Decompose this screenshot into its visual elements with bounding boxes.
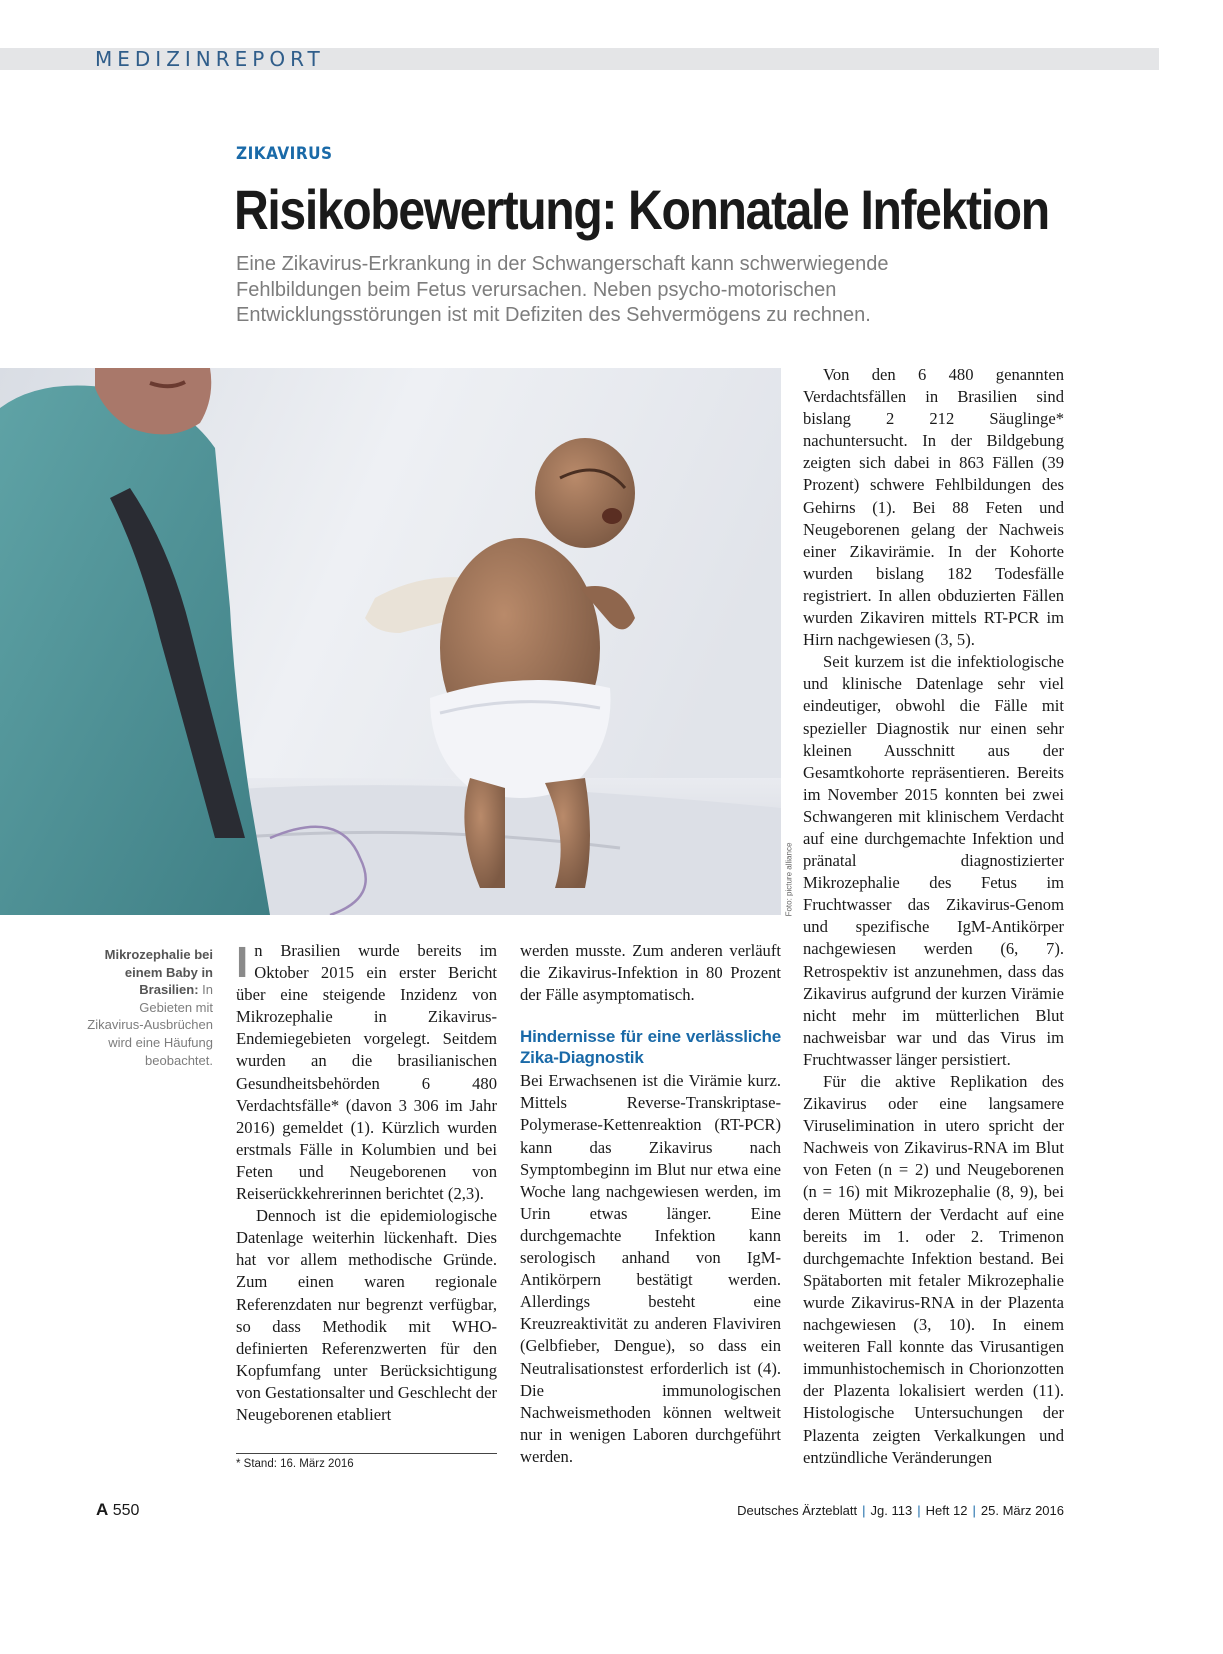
- separator: |: [972, 1503, 976, 1518]
- photo-credit-text: Foto: picture alliance: [784, 842, 794, 917]
- article-column-2: [520, 940, 781, 1468]
- article-title: Risikobewertung: Konnatale Infektion: [234, 178, 1049, 241]
- paragraph: Für die aktive Replikation des Zikavirus oder eine langsamere Viruselimination in utero spricht der Nachweis von Zikavirus-RNA im Blut von Feten (n = 2) und Neugeborenen (n = 16) mit Mikrozephalie (8, 9), bei deren Müttern der Verdacht auf eine bereits im 1. oder 2. Trimenon durchgemachte Infektion bestand. Bei Spätaborten mit fetaler Mikrozephalie wurde Zikavirus-RNA in der Plazenta nachgewiesen (3, 10). In einem weiteren Fall konnte das Virusantigen immunhistochemisch in Chorionzotten der Plazenta lokalisiert werden (11). Histologische Untersuchungen der Plazenta zeigten Verkalkungen und entzündliche Veränderungen: [803, 1072, 1064, 1467]
- paragraph: Von den 6 480 genannten Verdachtsfällen in Brasilien sind bislang 2 212 Säuglinge* nachuntersucht. In der Bildgebung zeigten sich dabei in 863 Fällen (39 Prozent) schwere Fehlbildungen des Gehirns (1). Bei 88 Feten und Neugeborenen gelang der Nachweis einer Zikavirämie. In der Kohorte wurden bislang 182 Todesfälle registriert. In allen obduzierten Fällen wurden Zikaviren mittels RT-PCR im Hirn nachgewiesen (3, 5).: [803, 365, 1064, 650]
- footnote-rule: [236, 1453, 497, 1454]
- paragraph: Bei Erwachsenen ist die Virämie kurz. Mittels Reverse-Transkriptase-Polymerase-Kettenreaktion (RT-PCR) kann das Zikavirus nach Symptombeginn im Blut nur etwa eine Woche lang nachgewiesen werden, im Urin etwas länger. Eine durchgemachte Infektion kann serologisch anhand von IgM-Antikörpern bestätigt werden. Allerdings besteht eine Kreuzreaktivität zu anderen Flaviviren (Gelbfieber, Dengue), so dass ein Neutralisationstest erforderlich ist (4). Die immunologischen Nachweismethoden können weltweit nur in wenigen Laboren durchgeführt werden.: [520, 1071, 781, 1466]
- journal-volume: Jg. 113: [870, 1503, 913, 1518]
- photo-caption: [86, 946, 213, 1069]
- subheading: Hindernisse für eine verlässliche Zika-Diagnostik: [520, 1027, 781, 1068]
- section-label: MEDIZINREPORT: [95, 47, 325, 71]
- page-number-value: 550: [112, 1502, 140, 1519]
- photo-credit: [780, 842, 794, 917]
- paragraph: werden musste. Zum anderen verläuft die Zikavirus-Infektion in 80 Prozent der Fälle asymptomatisch.: [520, 941, 781, 1005]
- page-prefix: A: [96, 1500, 109, 1519]
- journal-date: 25. März 2016: [980, 1503, 1064, 1518]
- article-kicker: ZIKAVIRUS: [236, 144, 333, 164]
- drop-cap: I: [236, 938, 249, 987]
- caption-text: In Gebieten mit Zikavirus-Ausbrüchen wird eine Häufung beobachtet.: [87, 982, 213, 1068]
- journal-name: Deutsches Ärzteblatt: [737, 1503, 858, 1518]
- paragraph: Seit kurzem ist die infektiologische und klinische Datenlage sehr viel eindeutiger, obwohl die Fälle mit spezieller Diagnostik nur einen sehr kleinen Ausschnitt aus der Gesamtkohorte repräsentieren. Bereits im November 2015 konnten bei zwei Schwangeren mit klinischem Verdacht auf eine durchgemachte Infektion und pränatal diagnostizierter Mikrozephalie des Fetus im Fruchtwasser das Zikavirus-Genom und spezifische IgM-Antikörper nachgewiesen werden (6, 7). Retrospektiv ist anzunehmen, dass das Zikavirus aufgrund der kurzen Virämie nicht mehr im mütterlichen Blut nachweisbar war und das Virus im Fruchtwasser länger persistiert.: [803, 652, 1064, 1069]
- article-column-3: [803, 364, 1064, 1469]
- separator: |: [917, 1503, 921, 1518]
- paragraph: [236, 940, 497, 1205]
- caption-bold: Mikrozephalie bei einem Baby in Brasilien:: [104, 947, 213, 998]
- photo-illustration: [0, 368, 781, 915]
- journal-info: [737, 1503, 1064, 1518]
- paragraph-text: n Brasilien wurde bereits im Oktober 2015 ein erster Bericht über eine steigende Inzidenz von Mikrozephalie in Zikavirus-Endemiegebieten vorgelegt. Seitdem wurden an die brasilianischen Gesundheitsbehörden 6 480 Verdachtsfälle* (davon 3 306 im Jahr 2016) gemeldet (1). Kürzlich wurden erstmals Fälle in Kolumbien und bei Feten und Neugeborenen von Reiserückkehrerinnen berichtet (2,3).: [236, 941, 497, 1204]
- separator: |: [862, 1503, 866, 1518]
- article-column-1: [236, 940, 497, 1426]
- journal-issue: Heft 12: [925, 1503, 968, 1518]
- article-lead: Eine Zikavirus-Erkrankung in der Schwangerschaft kann schwerwiegende Fehlbildungen beim Fetus verursachen. Neben psycho-motorischen Entwicklungsstörungen ist mit Defiziten des Sehvermögens zu rechnen.: [236, 253, 889, 326]
- article-photo: [0, 368, 781, 915]
- paragraph: Dennoch ist die epidemiologische Datenlage weiterhin lückenhaft. Dies hat vor allem methodische Gründe. Zum einen waren regionale Referenzdaten nur begrenzt verfügbar, so dass Methodik mit WHO-definierten Referenzwerten für den Kopfumfang unter Berücksichtigung von Gestationsalter und Geschlecht der Neugeborenen etabliert: [236, 1206, 497, 1424]
- footnote: * Stand: 16. März 2016: [236, 1458, 354, 1470]
- page-number: [96, 1500, 139, 1520]
